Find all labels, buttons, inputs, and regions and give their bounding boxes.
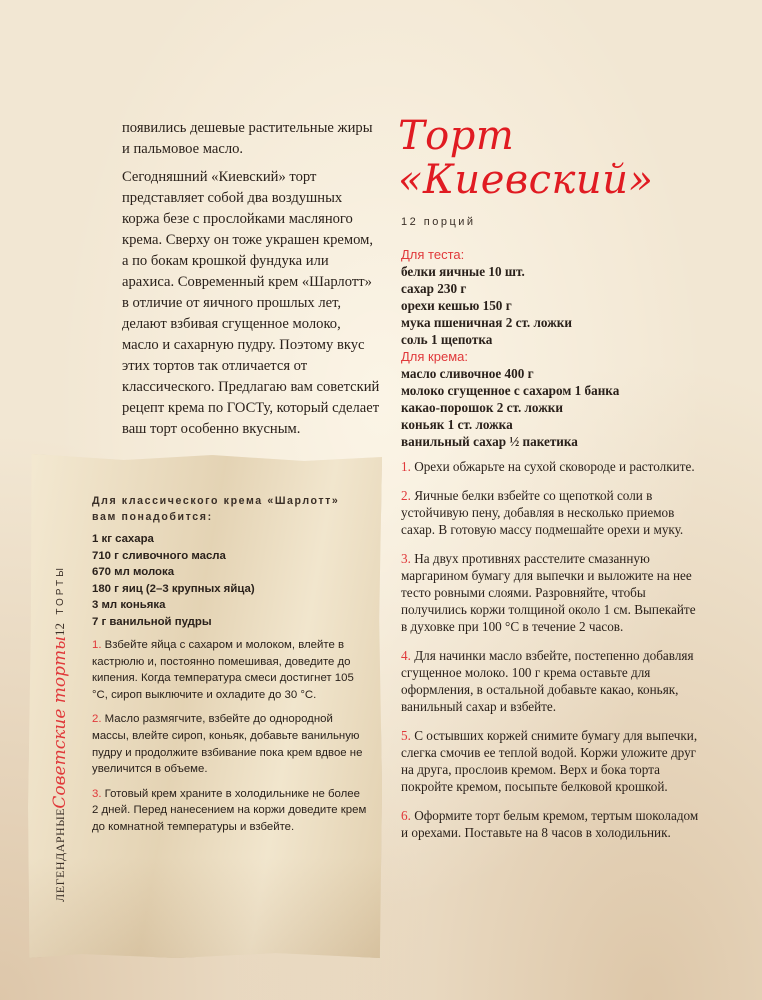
- ingredient-item: сахар 230 г: [401, 281, 467, 296]
- step-text: Готовый крем храните в холодильнике не более 2 дней. Перед нанесением на коржи доведите крем до комнатной температуры и взбейте.: [92, 787, 367, 833]
- note-ingredient: 7 г ванильной пудры: [92, 615, 212, 628]
- dough-heading: Для теста:: [401, 247, 465, 262]
- step-text: Взбейте яйца с сахаром и молоком, влейте в кастрюлю и, постоянно помешивая, доведите до кипения. Когда температура смеси достигнет 105 °С, сироп выключите и охладите до 30 °С.: [92, 639, 354, 701]
- recipe-step: [401, 458, 701, 475]
- intro-paragraph: появились дешевые растительные жиры и пальмовое масло.: [122, 120, 373, 157]
- chapter-label: ТОРТЫ: [54, 564, 66, 615]
- ingredient-item: орехи кешью 150 г: [401, 298, 512, 313]
- step-number: 1.: [401, 459, 411, 474]
- note-step: [92, 711, 367, 777]
- servings: 12 порций: [401, 216, 476, 228]
- step-number: 6.: [401, 808, 411, 823]
- note-heading: Для классического крема «Шарлотт» вам понадобится:: [92, 495, 340, 523]
- ingredient-item: масло сливочное 400 г: [401, 366, 534, 381]
- step-text: С остывших коржей снимите бумагу для выпечки, слегка смочив ее теплой водой. Коржи уложите друг на друга, прослоив кремом. Верх и бока торта покройте кремом, посыпьте белковой крошкой.: [401, 728, 698, 794]
- note-ingredients: [92, 531, 362, 630]
- step-number: 5.: [401, 728, 411, 743]
- recipe-step: [401, 647, 701, 715]
- recipe-steps: [401, 458, 701, 853]
- recipe-title-line: «Киевский»: [398, 157, 654, 203]
- note-ingredient: 710 г сливочного масла: [92, 549, 226, 562]
- note-ingredient: 180 г яиц (2–3 крупных яйца): [92, 582, 255, 595]
- step-number: 3.: [401, 551, 411, 566]
- step-number: 2.: [92, 713, 102, 726]
- step-text: Масло размягчите, взбейте до однородной массы, влейте сироп, коньяк, добавьте ванильную пудру и продолжите взбивание пока крем вдвое не увеличится в объеме.: [92, 713, 363, 776]
- book-title: Советские торты: [50, 635, 70, 809]
- step-text: На двух противнях расстелите смазанную маргарином бумагу для выпечки и выложите на нее тесто ровными слоями. Разровняйте, чтобы получились коржи толщиной около 1 см. Выпекайте в духовке при 100 °С в течение 2 часов.: [401, 551, 696, 634]
- section-label: ЛЕГЕНДАРНЫЕ: [52, 808, 67, 902]
- recipe-step: [401, 727, 701, 795]
- recipe-step: [401, 487, 701, 538]
- ingredient-item: мука пшеничная 2 ст. ложки: [401, 315, 572, 330]
- step-number: 1.: [92, 639, 102, 651]
- ingredient-item: коньяк 1 ст. ложка: [401, 417, 513, 432]
- note-steps: [92, 637, 367, 844]
- cream-heading: Для крема:: [401, 349, 468, 364]
- ingredient-item: молоко сгущенное с сахаром 1 банка: [401, 383, 620, 398]
- recipe-title: [398, 114, 653, 202]
- running-header: [50, 566, 70, 902]
- step-text: Для начинки масло взбейте, постепенно добавляя сгущенное молоко. 100 г крема оставьте для оформления, в остальной добавьте какао, коньяк, ванильный сахар и взбейте.: [401, 648, 694, 714]
- note-step: [92, 637, 367, 703]
- page-number: 12: [52, 622, 67, 636]
- note-ingredient: 670 мл молока: [92, 566, 175, 578]
- note-ingredient: 1 кг сахара: [92, 533, 154, 545]
- step-text: Оформите торт белым кремом, тертым шоколадом и орехами. Поставьте на 8 часов в холодильник.: [401, 808, 699, 840]
- ingredient-item: соль 1 щепотка: [401, 332, 493, 347]
- ingredient-item: ванильный сахар ½ пакетика: [401, 434, 578, 449]
- recipe-step: [401, 807, 701, 841]
- step-text: Яичные белки взбейте со щепоткой соли в устойчивую пену, добавляя в несколько приемов сахар. В готовую массу подмешайте орехи и муку.: [401, 488, 684, 537]
- intro-text: [122, 118, 380, 447]
- recipe-step: [401, 550, 701, 635]
- ingredient-item: белки яичные 10 шт.: [401, 264, 525, 279]
- step-number: 4.: [401, 648, 411, 663]
- step-text: Орехи обжарьте на сухой сковороде и растолките.: [414, 459, 695, 474]
- step-number: 2.: [401, 488, 411, 503]
- ingredients-list: [401, 246, 731, 450]
- intro-paragraph: Сегодняшний «Киевский» торт представляет собой два воздушных коржа безе с прослойками масляного крема. Сверху он тоже украшен кремом, а по бокам крошкой фундука или арахиса. Современный крем «Шарлотт» в отличие от яичного прошлых лет, делают взбивая сгущенное молоко, масло и сахарную пудру. Поэтому вкус этих тортов так отличается от классического. Предлагаю вам советский рецепт крема по ГОСТу, который сделает ваш торт особенно вкусным.: [122, 169, 380, 437]
- ingredient-item: какао-порошок 2 ст. ложки: [401, 400, 563, 415]
- step-number: 3.: [92, 787, 102, 800]
- note-step: [92, 786, 367, 836]
- note-ingredient: 3 мл коньяка: [92, 599, 166, 611]
- recipe-title-line: Торт: [398, 113, 515, 159]
